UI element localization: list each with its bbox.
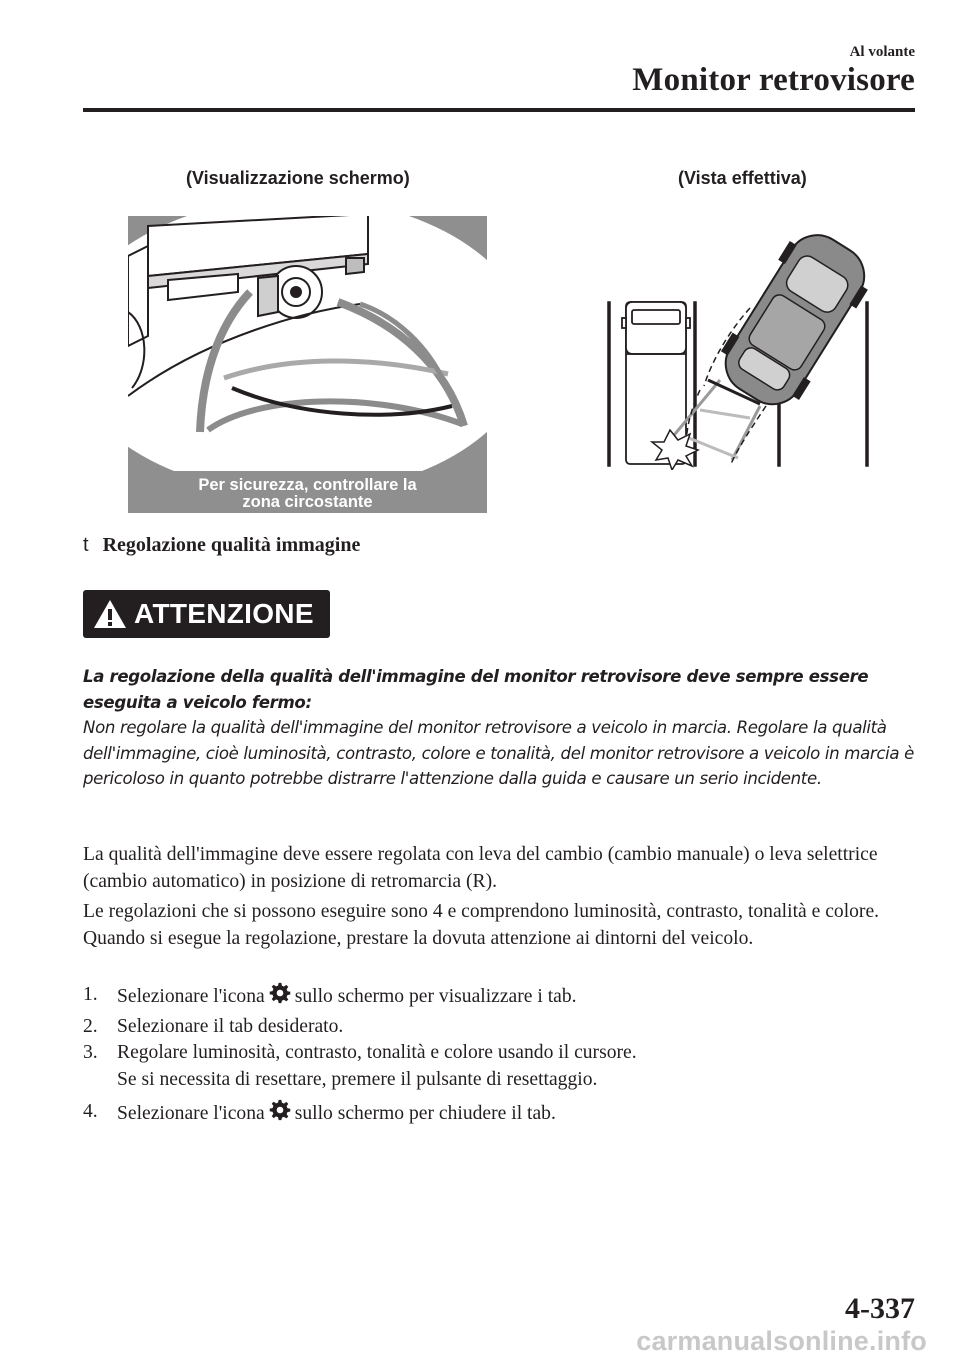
warning-label-box	[83, 590, 330, 638]
steps-list	[83, 982, 923, 1128]
step-text	[117, 1099, 556, 1128]
step-main-text: Regolare luminosità, contrasto, tonalità e colore usando il cursore.	[117, 1042, 637, 1063]
step-text-before: Selezionare l'icona	[117, 1103, 265, 1124]
step-number: 4.	[83, 1101, 98, 1122]
step-text	[117, 1040, 637, 1093]
section-title: Regolazione qualità immagine	[102, 534, 361, 556]
figure-caption-screen: (Visualizzazione schermo)	[186, 168, 410, 188]
screen-safety-message-line1: Per sicurezza, controllare la	[198, 476, 417, 494]
step-1	[83, 982, 923, 1011]
gear-icon	[269, 1099, 291, 1121]
watermark: carmanualsonline.info	[636, 1326, 927, 1356]
step-text-after: sullo schermo per visualizzare i tab.	[294, 986, 577, 1007]
body-text	[83, 842, 923, 956]
page-title: Monitor retrovisore	[632, 62, 915, 98]
step-2	[83, 1014, 923, 1041]
section-heading	[83, 534, 360, 557]
step-number: 3.	[83, 1042, 98, 1063]
step-text	[117, 982, 577, 1011]
warning-text	[83, 664, 923, 792]
header-divider	[83, 108, 915, 112]
warning-triangle-icon	[92, 598, 128, 630]
screen-safety-message	[128, 477, 487, 511]
step-number: 1.	[83, 984, 98, 1005]
step-text: Selezionare il tab desiderato.	[117, 1015, 344, 1037]
body-paragraph-1: La qualità dell'immagine deve essere regolata con leva del cambio (cambio manuale) o leva selettrice (cambio automatico) in posizione di retromarcia (R).	[83, 844, 878, 892]
screen-safety-message-line2: zona circostante	[242, 493, 373, 511]
gear-icon	[269, 982, 291, 1004]
section-bullet: t	[83, 534, 89, 556]
page-number: 4-337	[845, 1292, 915, 1325]
step-text-after: sullo schermo per chiudere il tab.	[294, 1103, 556, 1124]
warning-bold-text: La regolazione della qualità dell'immagine del monitor retrovisore deve sempre essere eseguita a veicolo fermo:	[83, 667, 869, 712]
step-4	[83, 1099, 923, 1128]
figure-caption-actual-view: (Vista effettiva)	[678, 168, 807, 188]
step-text-before: Selezionare l'icona	[117, 986, 265, 1007]
step-3	[83, 1040, 923, 1093]
chapter-title: Al volante	[849, 44, 915, 60]
rear-camera-screen-illustration	[128, 216, 487, 513]
actual-view-illustration	[600, 230, 890, 470]
warning-body-text: Non regolare la qualità dell'immagine del monitor retrovisore a veicolo in marcia. Regolare la qualità dell'immagine, cioè luminosità, contrasto, colore e tonalità, del monitor retrovisore a veicolo in marcia è pericoloso in quanto potrebbe distrarre l'attenzione dalla guida e causare un serio incidente.	[83, 718, 914, 788]
warning-label: ATTENZIONE	[134, 598, 314, 629]
step-number: 2.	[83, 1015, 98, 1037]
body-paragraph-2: Le regolazioni che si possono eseguire sono 4 e comprendono luminosità, contrasto, tonalità e colore. Quando si esegue la regolazione, prestare la dovuta attenzione ai dintorni del veicolo.	[83, 901, 880, 949]
step-sub-text: Se si necessita di resettare, premere il pulsante di resettaggio.	[117, 1068, 598, 1090]
